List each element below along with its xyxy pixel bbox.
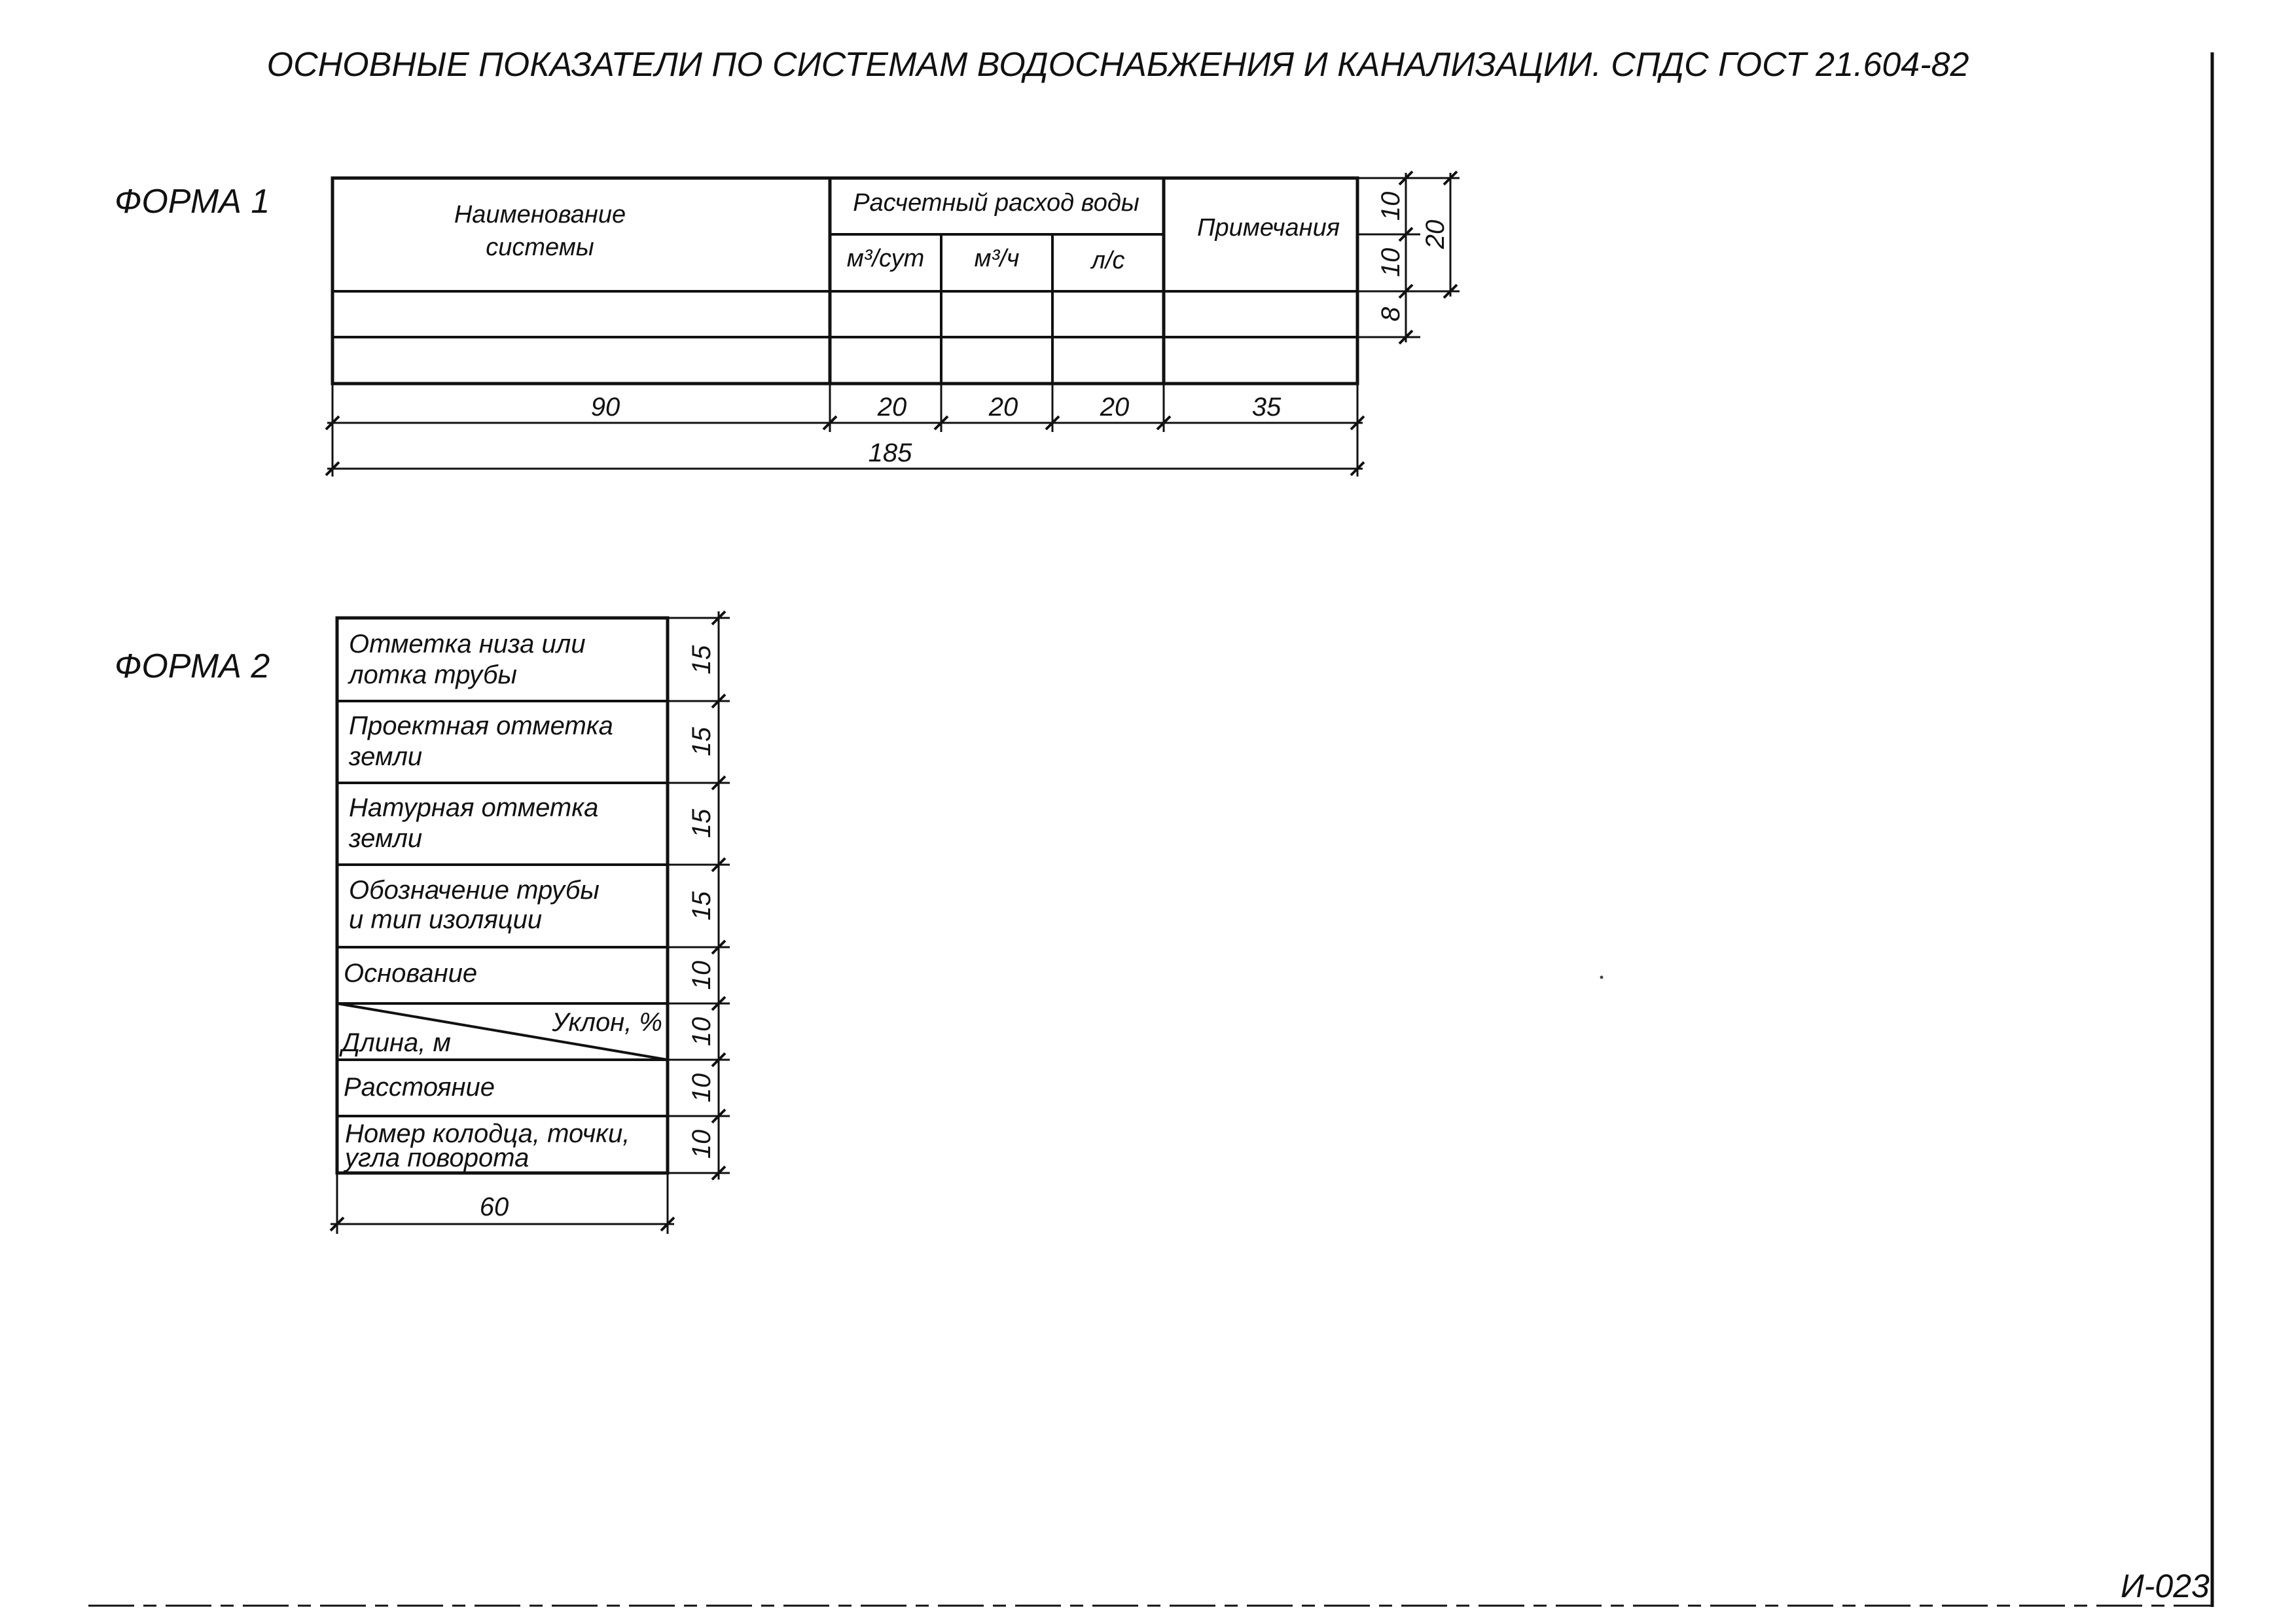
form2-row4-label-2: и тип изоляции <box>349 905 543 934</box>
form1-dim-total: 185 <box>868 439 912 467</box>
form1-dim-header-total: 20 <box>1421 219 1450 249</box>
form2-row7-label: Расстояние <box>344 1073 495 1102</box>
scan-dot <box>1600 976 1604 979</box>
form1-label: ФОРМА 1 <box>115 183 270 221</box>
form1-dim-col2: 20 <box>877 393 907 422</box>
form1-col-l-sec: л/с <box>1091 247 1125 274</box>
form2-dim-row6: 10 <box>687 1017 716 1047</box>
form1-dim-body-row: 8 <box>1376 306 1405 322</box>
form1-col-m3-hour: м³/ч <box>974 245 1020 272</box>
form2-row8-label: Номер колодца, точки, <box>345 1119 630 1148</box>
form1-name-header: Наименование <box>454 201 626 228</box>
form1-dim-col3: 20 <box>988 393 1018 422</box>
form2-row5-label: Основание <box>344 959 478 988</box>
form2-row2-label-2: земли <box>349 742 423 771</box>
form2-dim-row1: 15 <box>687 645 716 675</box>
form2-dim-width: 60 <box>479 1193 509 1221</box>
form2-row1-label: Отметка низа или <box>349 630 586 659</box>
form1-dim-col5: 35 <box>1251 393 1282 422</box>
form2-dim-row8: 10 <box>687 1129 716 1159</box>
form2-dim-row5: 10 <box>687 960 716 990</box>
form2-dim-row3: 15 <box>687 808 716 839</box>
form1-dim-col1: 90 <box>590 393 620 422</box>
form1-dim-col4: 20 <box>1100 393 1130 422</box>
form2-row3-label: Натурная отметка <box>349 793 599 822</box>
form2-row6-slope: Уклон, % <box>552 1008 662 1037</box>
form2-row6-length: Длина, м <box>342 1028 451 1057</box>
form2-dim-row4: 15 <box>687 891 716 921</box>
form1-flow-header: Расчетный расход воды <box>853 189 1139 217</box>
form2-row8-label-2: угла поворота <box>345 1144 529 1172</box>
form1-height-dimensions <box>1357 171 1460 344</box>
form2-label: ФОРМА 2 <box>115 647 270 685</box>
form1-notes-header: Примечания <box>1197 214 1340 242</box>
form2-row2-label: Проектная отметка <box>349 712 613 740</box>
form1-dim-header-row2: 10 <box>1376 247 1405 278</box>
sheet-code: И-023 <box>2121 1568 2210 1604</box>
form2-row4-label: Обозначение трубы <box>349 876 600 905</box>
form2-row3-label-2: земли <box>349 824 423 853</box>
form2-dim-row2: 15 <box>687 727 716 757</box>
sheet-title: ОСНОВНЫЕ ПОКАЗАТЕЛИ ПО СИСТЕМАМ ВОДОСНАБЖЕНИЯ И КАНАЛИЗАЦИИ. СПДС ГОСТ 21.604-82 <box>266 46 1969 84</box>
form1-col-m3-day: м³/сут <box>846 245 925 272</box>
form1-dim-header-row1: 10 <box>1376 191 1405 221</box>
form1-name-header-2: системы <box>486 234 594 261</box>
form2-dim-row7: 10 <box>687 1073 716 1103</box>
form1-width-dimensions <box>326 384 1364 477</box>
form2-row1-label-2: лотка трубы <box>349 660 517 689</box>
